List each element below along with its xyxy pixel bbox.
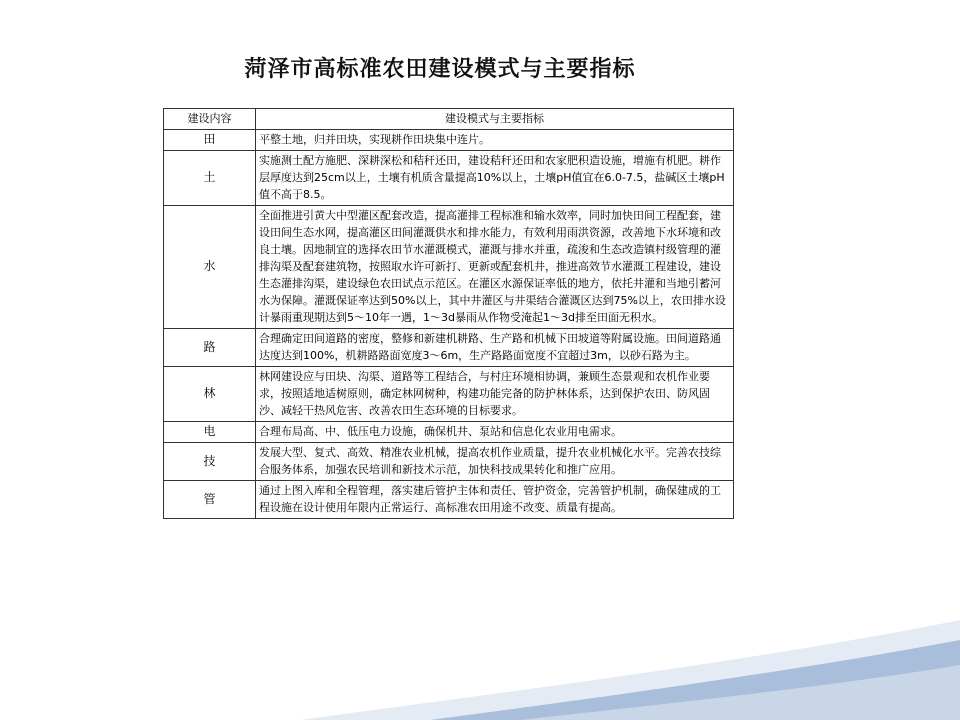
table-row <box>164 367 734 422</box>
row-category: 土 <box>164 151 256 206</box>
row-category: 管 <box>164 481 256 519</box>
row-description: 平整土地，归并田块，实现耕作田块集中连片。 <box>256 130 734 151</box>
row-category: 田 <box>164 130 256 151</box>
table-row <box>164 151 734 206</box>
row-description: 林网建设应与田块、沟渠、道路等工程结合，与村庄环境相协调，兼顾生态景观和农机作业要求，按照适地适树原则，确定林网树种，构建功能完备的防护林体系，达到保护农田、防风固沙、减轻干热风危害、改善农田生态环境的目标要求。 <box>256 367 734 422</box>
table-row <box>164 443 734 481</box>
standards-table <box>163 108 734 519</box>
row-description: 实施测土配方施肥、深耕深松和秸秆还田，建设秸秆还田和农家肥积造设施，增施有机肥。耕作层厚度达到25cm以上，土壤有机质含量提高10%以上，土壤pH值宜在6.0-7.5，盐碱区土壤pH值不高于8.5。 <box>256 151 734 206</box>
row-category: 林 <box>164 367 256 422</box>
row-description: 全面推进引黄大中型灌区配套改造，提高灌排工程标准和输水效率，同时加快田间工程配套，建设田间生态水网，提高灌区田间灌溉供水和排水能力，有效利用雨洪资源，改善地下水环境和改良土壤。因地制宜的选择农田节水灌溉模式，灌溉与排水并重，疏浚和生态改造镇村级管理的灌排沟渠及配套建筑物，按照取水许可新打、更新或配套机井，推进高效节水灌溉工程建设，建设生态灌排沟渠，建设绿色农田试点示范区。在灌区水源保证率低的地方，依托井灌和当地引蓄河水为保障。灌溉保证率达到50%以上，其中井灌区与井渠结合灌溉区达到75%以上，农田排水设计暴雨重现期达到5～10年一遇，1～3d暴雨从作物受淹起1～3d排至田面无积水。 <box>256 206 734 329</box>
table-row <box>164 422 734 443</box>
row-category: 路 <box>164 329 256 367</box>
table-row <box>164 130 734 151</box>
row-description: 发展大型、复式、高效、精准农业机械，提高农机作业质量，提升农业机械化水平。完善农技综合服务体系，加强农民培训和新技术示范，加快科技成果转化和推广应用。 <box>256 443 734 481</box>
row-description: 合理确定田间道路的密度，整修和新建机耕路、生产路和机械下田坡道等附属设施。田间道路通达度达到100%，机耕路路面宽度3～6m，生产路路面宽度不宜超过3m，以砂石路为主。 <box>256 329 734 367</box>
row-category: 水 <box>164 206 256 329</box>
row-description: 通过上图入库和全程管理，落实建后管护主体和责任、管护资金，完善管护机制，确保建成的工程设施在设计使用年限内正常运行、高标准农田用途不改变、质量有提高。 <box>256 481 734 519</box>
header-description: 建设模式与主要指标 <box>256 109 734 130</box>
table-header-row <box>164 109 734 130</box>
row-description: 合理布局高、中、低压电力设施，确保机井、泵站和信息化农业用电需求。 <box>256 422 734 443</box>
table-row <box>164 329 734 367</box>
row-category: 技 <box>164 443 256 481</box>
header-category: 建设内容 <box>164 109 256 130</box>
table-row <box>164 206 734 329</box>
page-title: 菏泽市高标准农田建设模式与主要指标 <box>244 56 636 82</box>
row-category: 电 <box>164 422 256 443</box>
table-row <box>164 481 734 519</box>
